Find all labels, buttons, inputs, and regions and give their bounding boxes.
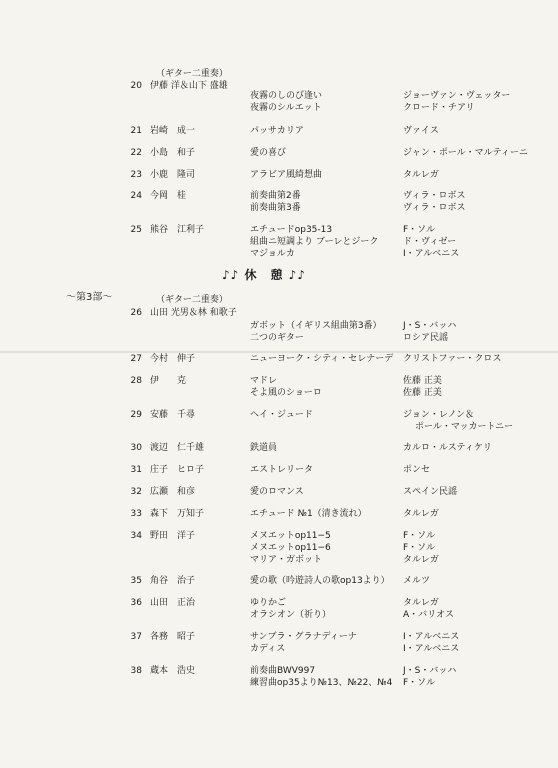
item-song: マリア・ガボット <box>250 555 323 565</box>
item-performer: 山田 正治 <box>150 598 196 608</box>
item-number: 30 <box>130 443 142 453</box>
item-song: 愛の歌（吟遊詩人の歌op13より） <box>250 576 390 586</box>
item-composer: クリストファー・クロス <box>403 354 502 364</box>
item-performer: 熊谷 江利子 <box>150 225 205 235</box>
item-composer: ジョーヴァン・ヴェッター <box>403 91 511 101</box>
item-performer: 小島 和子 <box>150 148 196 158</box>
item-composer: A・バリオス <box>403 610 454 620</box>
item-number: 24 <box>130 191 142 201</box>
item-number: 25 <box>130 225 142 235</box>
item-composer: ロシア民謡 <box>403 333 449 343</box>
item-song: カディス <box>250 644 286 654</box>
item-number: 27 <box>130 354 142 364</box>
item-composer: クロード・チアリ <box>403 103 475 113</box>
item-composer: タルレガ <box>403 598 439 608</box>
item-composer: ジャン・ポール・マルティーニ <box>403 148 528 158</box>
item-song: 夜霧のシルエット <box>250 103 322 113</box>
item-song: 前奏曲第2番 <box>250 191 301 201</box>
item-number: 20 <box>130 81 142 91</box>
item-composer: I・アルベニス <box>403 632 460 642</box>
item-number: 33 <box>130 509 142 519</box>
item-performer: 安藤 千尋 <box>150 410 196 420</box>
item-composer: タルレガ <box>403 170 439 180</box>
item-composer: ポール・マッカートニー <box>415 422 514 432</box>
item-song: 組曲ニ短調より ブーレとジーク <box>250 237 379 247</box>
item-song: 愛のロマンス <box>250 487 304 497</box>
item-performer: 伊藤 洋＆山下 盛雄 <box>150 81 228 91</box>
item-performer: 山田 光男＆林 和歌子 <box>150 308 237 318</box>
item-composer: I・アルベニス <box>403 249 460 259</box>
item-performer: 蔵本 浩史 <box>150 666 196 676</box>
item-composer: J・S・バッハ <box>403 321 457 331</box>
item-performer: 今村 伸子 <box>150 354 196 364</box>
item-performer: 森下 万知子 <box>150 509 205 519</box>
item-composer: ヴィラ・ロボス <box>403 191 466 201</box>
item-composer: F・ソル <box>403 543 436 553</box>
item-song: エチュードop35-13 <box>250 225 333 235</box>
item-song: パッサカリア <box>250 126 304 136</box>
item-song: 練習曲op35より№13、№22、№4 <box>250 678 393 688</box>
item-song: オラシオン（祈り） <box>250 610 332 620</box>
item-number: 38 <box>130 666 142 676</box>
item-number: 29 <box>130 410 142 420</box>
item-composer: 佐藤 正美 <box>403 388 442 398</box>
item-composer: F・ソル <box>403 225 436 235</box>
item-song: 前奏曲BWV997 <box>250 666 316 676</box>
item-song: ヘイ・ジュード <box>250 410 313 420</box>
item-performer: 渡辺 仁千雄 <box>150 443 205 453</box>
item-composer: J・S・バッハ <box>403 666 457 676</box>
item-composer: F・ソル <box>403 531 436 541</box>
item-song: 鉄道員 <box>250 443 278 453</box>
item-note: （ギター二重奏） <box>156 69 228 79</box>
item-number: 22 <box>130 148 142 158</box>
item-composer: ポンセ <box>403 465 431 475</box>
item-song: そよ風のショーロ <box>250 388 322 398</box>
item-composer: スペイン民謡 <box>403 487 458 497</box>
item-number: 28 <box>130 376 142 386</box>
item-number: 31 <box>130 465 142 475</box>
item-song: マジョルカ <box>250 249 295 259</box>
item-composer: ヴィラ・ロボス <box>403 203 466 213</box>
item-song: 前奏曲第3番 <box>250 203 301 213</box>
item-number: 35 <box>130 576 142 586</box>
item-song: エストレリータ <box>250 465 314 475</box>
item-composer: F・ソル <box>403 678 436 688</box>
item-song: メヌエットop11−5 <box>250 531 331 541</box>
item-number: 34 <box>130 531 142 541</box>
section-heading-part3: 〜第3部〜 <box>66 292 113 303</box>
item-composer: カルロ・ルスティケリ <box>403 443 492 453</box>
item-composer: ヴァイス <box>403 126 439 136</box>
item-song: メヌエットop11−6 <box>250 543 331 553</box>
item-number: 36 <box>130 598 142 608</box>
item-performer: 小鹿 隆司 <box>150 170 196 180</box>
item-song: アラビア風綺想曲 <box>250 170 323 180</box>
item-song: 愛の喜び <box>250 148 287 158</box>
item-composer: メルツ <box>403 576 431 586</box>
item-performer: 各務 昭子 <box>150 632 196 642</box>
item-performer: 広瀬 和彦 <box>150 487 196 497</box>
item-composer: タルレガ <box>403 509 439 519</box>
item-note: （ギター二重奏） <box>156 295 228 305</box>
item-composer: ジョン・レノン＆ <box>403 410 475 420</box>
item-song: ガボット（イギリス組曲第3番） <box>250 321 382 331</box>
item-composer: タルレガ <box>403 555 439 565</box>
item-performer: 岩崎 成一 <box>150 126 196 136</box>
item-song: 二つのギター <box>250 333 304 343</box>
item-performer: 伊 克 <box>150 376 187 386</box>
item-song: マドレ <box>250 376 278 386</box>
item-performer: 野田 洋子 <box>150 531 196 541</box>
item-composer: 佐藤 正美 <box>403 376 442 386</box>
item-performer: 庄子 ヒロ子 <box>150 465 205 475</box>
item-song: エチュード №1（清き流れ） <box>250 509 367 519</box>
item-number: 32 <box>130 487 142 497</box>
item-performer: 角谷 治子 <box>150 576 196 586</box>
item-song: ニューヨーク・シティ・セレナーデ <box>250 354 394 364</box>
item-number: 37 <box>130 632 142 642</box>
item-song: 夜霧のしのび逢い <box>250 91 323 101</box>
item-composer: ド・ヴィゼー <box>403 237 457 247</box>
item-number: 21 <box>130 126 142 136</box>
item-performer: 今岡 桂 <box>150 191 187 201</box>
item-number: 23 <box>130 170 142 180</box>
item-composer: I・アルベニス <box>403 644 460 654</box>
intermission-label: ♪♪ 休 憩 ♪♪ <box>222 268 306 282</box>
item-number: 26 <box>130 308 142 318</box>
item-song: ゆりかご <box>250 598 287 608</box>
item-song: サンブラ・グラナディーナ <box>250 632 357 642</box>
